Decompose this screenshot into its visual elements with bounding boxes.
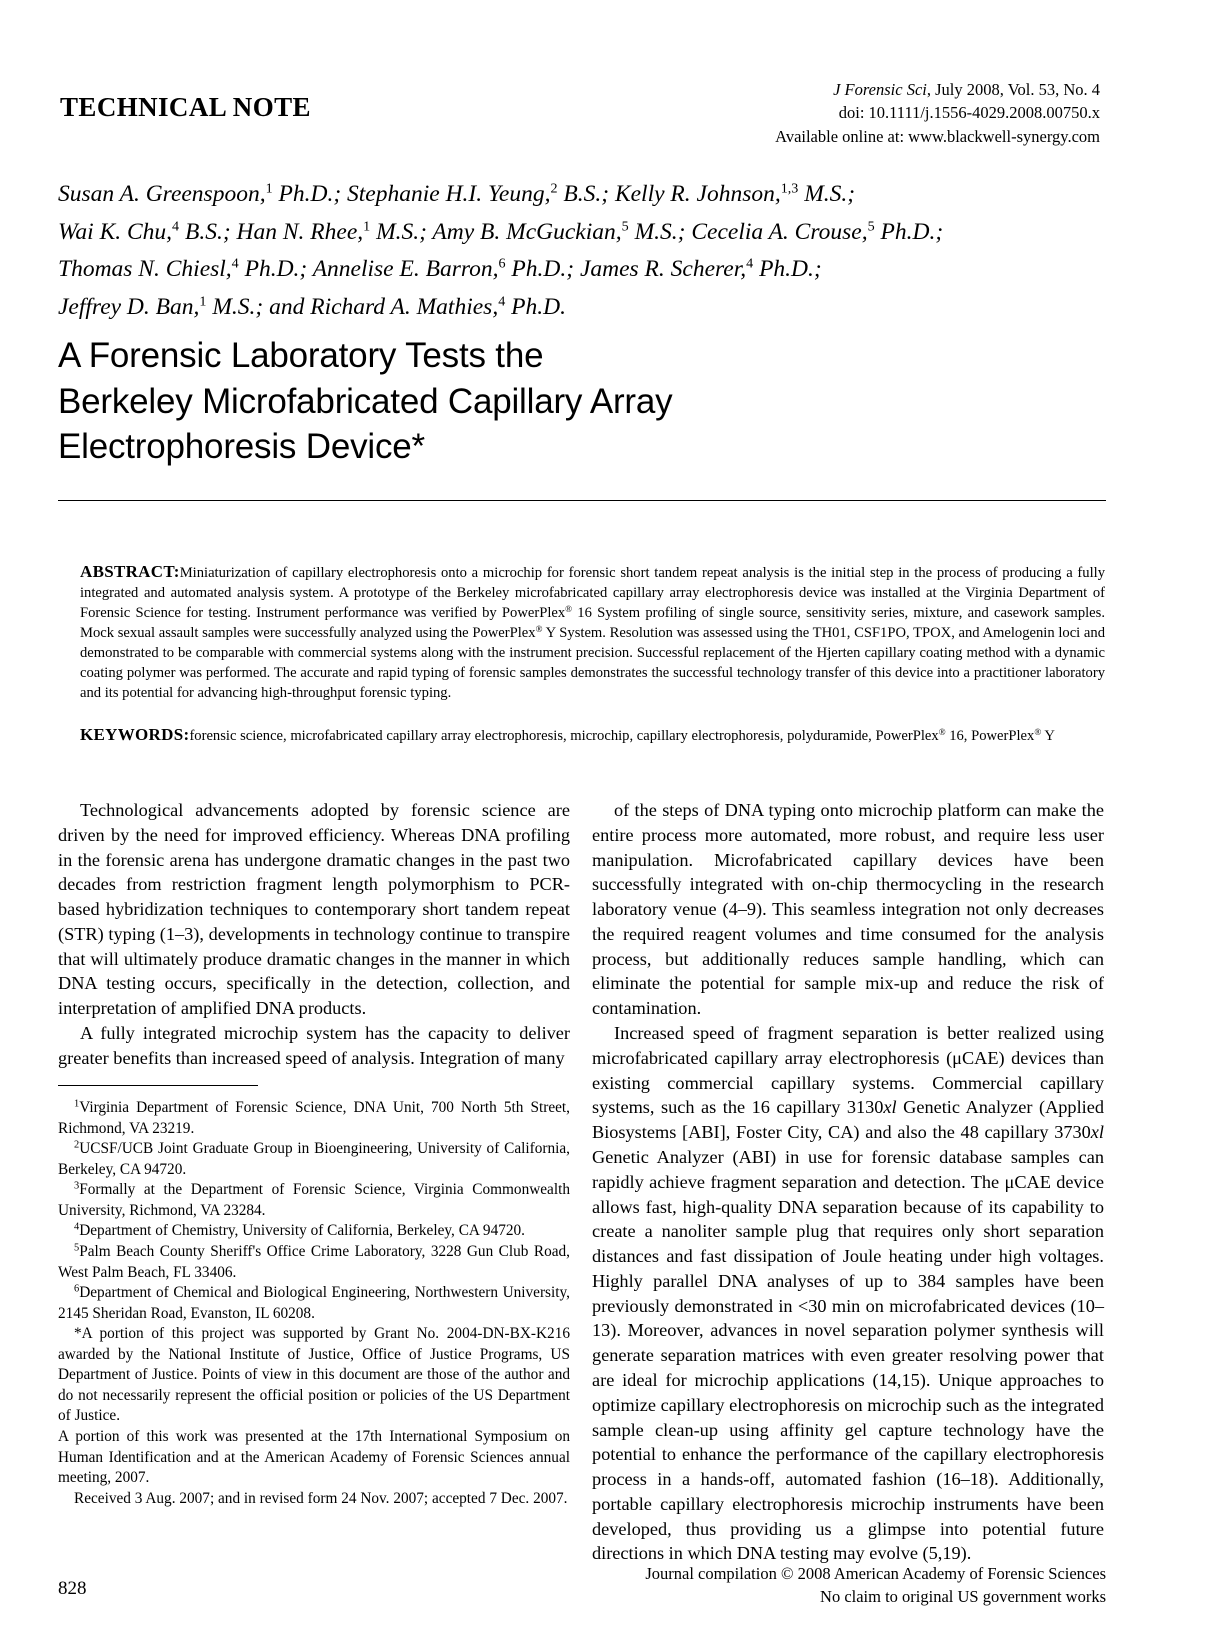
copyright-line-2: No claim to original US government works [820, 1587, 1106, 1607]
registered-mark-icon: ® [535, 623, 543, 634]
body-paragraph: Technological advancements adopted by forensic science are driven by the need for improved efficiency. Whereas DNA profiling in the forensic arena has undergone dramatic changes in the past two decades from restriction fragment length polymorphism to PCR-based hybridization techniques to contemporary short tandem repeat (STR) typing (1–3), developments in technology continue to transpire that will ultimately produce dramatic changes in the manner in which DNA testing occurs, specifically in the detection, collection, and interpretation of amplified DNA products. [58, 800, 570, 1019]
footnote-marker: 5 [74, 1242, 80, 1254]
copyright-block [645, 1562, 1106, 1609]
footnote-item [58, 1283, 570, 1324]
author-line-2: Wai K. Chu,$^4$ B.S.; Han N. Rhee,$^1$ M.S.; Amy B. McGuckian,$^5$ M.S.; Cecelia A. Crouse,$^5$ Ph.D.; [58, 217, 944, 245]
abstract-label: ABSTRACT: [80, 562, 180, 581]
journal-name: J Forensic Sci [833, 80, 927, 99]
section-label: TECHNICAL NOTE [60, 92, 311, 122]
author-list [58, 176, 1108, 326]
footnote-marker: 3 [74, 1180, 80, 1192]
footnote-text: Department of Chemistry, University of California, Berkeley, CA 94720. [79, 1222, 525, 1240]
body-paragraph: A fully integrated microchip system has the capacity to deliver greater benefits than increased speed of analysis. Integration of many [58, 1023, 570, 1068]
footnote-item [58, 1098, 570, 1139]
availability-line: Available online at: www.blackwell-synergy.com [775, 126, 1100, 146]
page-title [58, 333, 798, 470]
footnote-text: Formally at the Department of Forensic Science, Virginia Commonwealth University, Richmond, VA 23284. [58, 1181, 570, 1219]
registered-mark-icon: ® [1034, 726, 1042, 737]
footnote-item [58, 1242, 570, 1283]
author-line-1: Susan A. Greenspoon,$^1$ Ph.D.; Stephanie H.I. Yeung,$^2$ B.S.; Kelly R. Johnson,$^{1,3}$ M.S.; [58, 180, 856, 207]
keywords-text-1: forensic science, microfabricated capillary array electrophoresis, microchip, capillary electrophoresis, polyduramide, PowerPlex [189, 728, 939, 744]
model-suffix-xl: xl [1090, 1122, 1104, 1143]
journal-issue: , July 2008, Vol. 53, No. 4 [926, 80, 1100, 99]
footnote-text: Department of Chemical and Biological Engineering, Northwestern University, 2145 Sheridan Road, Evanston, IL 60208. [58, 1284, 570, 1322]
body-text-c: Genetic Analyzer (ABI) in use for forensic database samples can rapidly achieve fragment separation and detection. The μCAE device allows fast, high-quality DNA separation because of its capability to create a nanoliter sample plug that requires only short separation distances and fast dissipation of Joule heating under high voltages. Highly parallel DNA analyses of up to 384 samples have been previously demonstrated in <30 min on microfabricated devices (10–13). Moreover, advances in novel separation polymer synthesis will generate separation matrices with even greater resolving power that are ideal for microchip applications (14,15). Unique approaches to optimize capillary electrophoresis on microchip such as the integrated sample clean-up using affinity gel capture technology have the potential to enhance the performance of the capillary electrophoresis process in a hands-off, automated fashion (16–18). Additionally, portable capillary electrophoresis microchip instruments have been developed, thus providing us a glimpse into potential future directions in which DNA testing may evolve (5,19). [592, 1146, 1104, 1564]
author-line-3: Thomas N. Chiesl,$^4$ Ph.D.; Annelise E. Barron,$^6$ Ph.D.; James R. Scherer,$^4$ Ph.D.; [58, 255, 822, 283]
body-text-a: Increased speed of fragment separation is better realized using microfabricated capillary array electrophoresis (μCAE) devices than existing commercial capillary systems. Commercial capillary systems, such as the 16 capillary 3130 [592, 1023, 1104, 1118]
body-column-right [592, 798, 1104, 1566]
model-suffix-xl: xl [883, 1097, 897, 1118]
registered-mark-icon: ® [938, 726, 946, 737]
copyright-line-1: Journal compilation © 2008 American Academy of Forensic Sciences [645, 1564, 1106, 1583]
registered-mark-icon: ® [565, 603, 573, 614]
title-line-1: A Forensic Laboratory Tests the [58, 336, 544, 375]
abstract-text-3: Y System. Resolution was assessed using the TH01, CSF1PO, TPOX, and Amelogenin loci and demonstrated to be comparable with commercial systems along with the instrument precision. Successful replacement of the Hjerten capillary coating method with a dynamic coating polymer was performed. The accurate and rapid typing of forensic samples demonstrates the successful technology transfer of this device into a practitioner laboratory and its potential for advancing high-throughput forensic typing. [80, 624, 1105, 701]
page-header [60, 78, 1100, 148]
author-line-4: Jeffrey D. Ban,$^1$ M.S.; and Richard A. Mathies,$^4$ Ph.D. [58, 293, 566, 320]
footnote-item [58, 1139, 570, 1180]
journal-citation-block [775, 78, 1100, 148]
footnote-text: UCSF/UCB Joint Graduate Group in Bioengineering, University of California, Berkeley, CA 94720. [58, 1140, 570, 1178]
journal-citation-line [775, 78, 1100, 101]
footnote-marker: 4 [74, 1221, 80, 1233]
abstract-text-2: 16 System profiling of single source, sensitivity series, mixture, and casework samples. Mock sexual assault samples were successfully analyzed using the PowerPlex [80, 604, 1105, 641]
doi-line: doi: 10.1111/j.1556-4029.2008.00750.x [838, 103, 1100, 123]
footnotes-section [58, 1098, 570, 1509]
body-paragraph [592, 1021, 1104, 1566]
footnote-presentation-note: A portion of this work was presented at the 17th International Symposium on Human Identification and at the American Academy of Forensic Sciences annual meeting, 2007. [58, 1428, 570, 1487]
footnote-marker: 6 [74, 1283, 80, 1295]
footnote-received-note: Received 3 Aug. 2007; and in revised form 24 Nov. 2007; accepted 7 Dec. 2007. [74, 1489, 568, 1507]
footnote-text: Palm Beach County Sheriff's Office Crime Laboratory, 3228 Gun Club Road, West Palm Beach, FL 33406. [58, 1242, 570, 1281]
keywords-text-2: 16, PowerPlex [945, 728, 1035, 744]
page-number: 828 [58, 1578, 87, 1599]
title-line-3: Electrophoresis Device* [58, 427, 425, 466]
footnote-item [58, 1221, 570, 1242]
footnote-marker: 1 [74, 1098, 80, 1110]
body-column-left [58, 798, 570, 1071]
horizontal-divider [58, 500, 1106, 501]
keywords-section [80, 723, 1105, 747]
abstract-section [80, 560, 1105, 704]
body-text-b: Genetic Analyzer (Applied Biosystems [ABI], Foster City, CA) and also the 48 capillary 3730 [592, 1097, 1104, 1143]
footnote-marker: 2 [74, 1139, 80, 1151]
title-line-2: Berkeley Microfabricated Capillary Array [58, 381, 673, 421]
footnote-divider [58, 1085, 258, 1086]
footnote-grant-note: *A portion of this project was supported by Grant No. 2004-DN-BX-K216 awarded by the National Institute of Justice, Office of Justice Programs, US Department of Justice. Points of view in this document are those of the author and do not necessarily represent the official position or policies of the US Department of Justice. [58, 1325, 570, 1425]
abstract-text-1: Miniaturization of capillary electrophoresis onto a microchip for forensic short tandem repeat analysis is the initial step in the process of producing a fully integrated and automated analysis system. A prototype of the Berkeley microfabricated capillary array electrophoresis device was installed at the Virginia Department of Forensic Science for testing. Instrument performance was verified by PowerPlex [80, 565, 1105, 621]
body-paragraph: of the steps of DNA typing onto microchip platform can make the entire process more automated, more robust, and require less user manipulation. Microfabricated capillary devices have been successfully integrated with on-chip thermocycling in the research laboratory venue (4–9). This seamless integration not only decreases the required reagent volumes and time consumed for the analysis process, but additionally reduces sample handling, which can eliminate the potential for sample mix-up and reduce the risk of contamination. [592, 800, 1104, 1019]
footnote-text: Virginia Department of Forensic Science, DNA Unit, 700 North 5th Street, Richmond, VA 23219. [58, 1099, 570, 1137]
keywords-label: KEYWORDS: [80, 725, 190, 744]
keywords-text-3: Y [1041, 728, 1055, 744]
footnote-item [58, 1180, 570, 1221]
